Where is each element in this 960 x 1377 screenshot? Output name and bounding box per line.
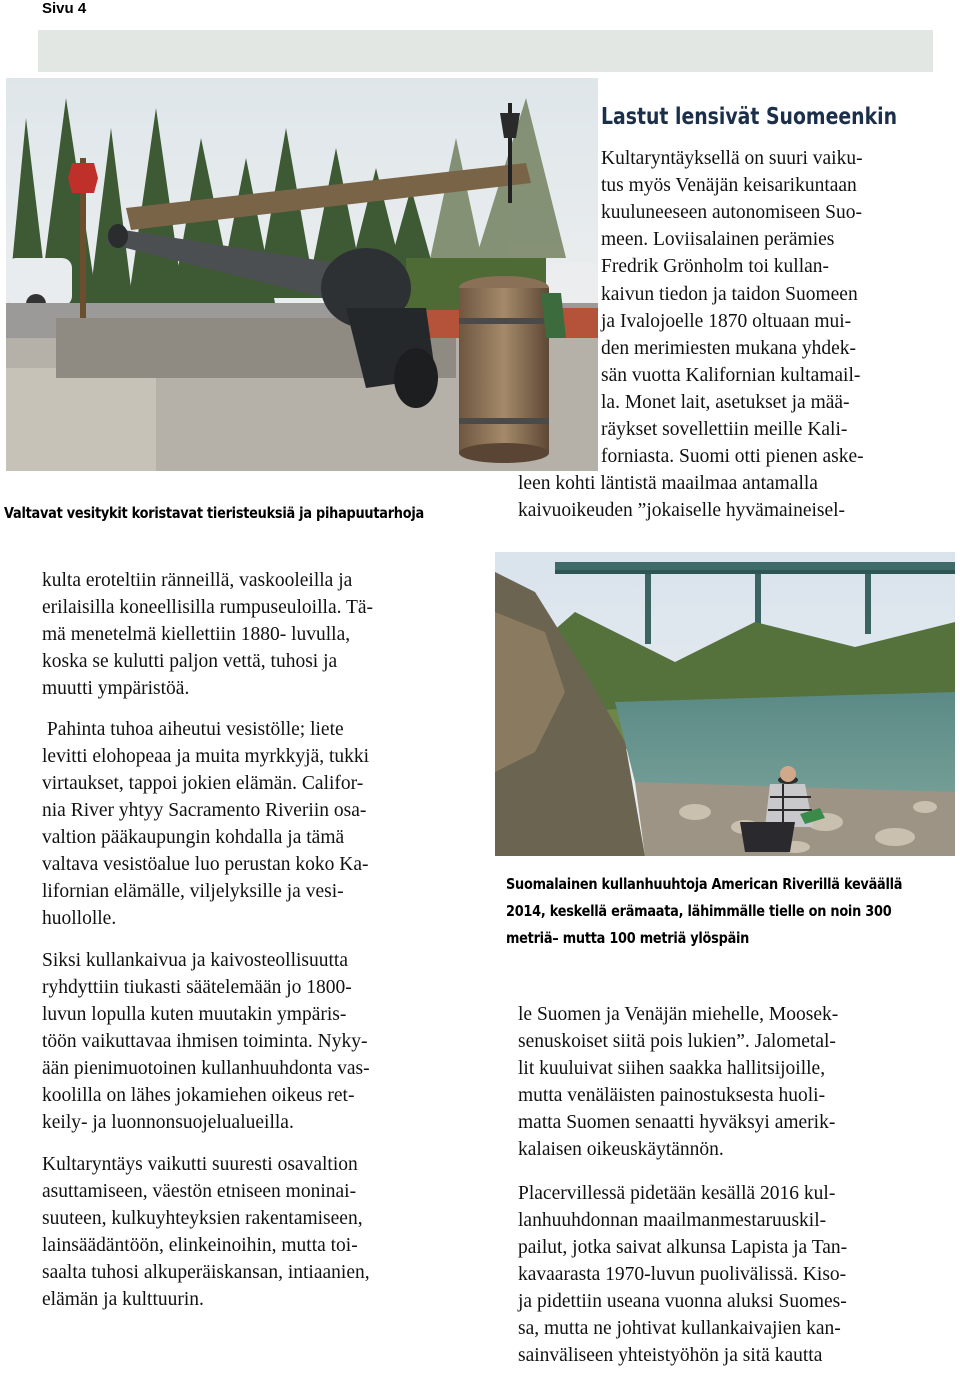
photo-caption-cannon: Valtavat vesitykit koristavat tieristeuksiä ja pihapuutarhoja: [4, 504, 424, 522]
text-line: keily- ja luonnonsuojelualueilla.: [42, 1112, 294, 1133]
article-heading: Lastut lensivät Suomeenkin: [601, 104, 898, 130]
text-line: asuttamiseen, väestön etniseen moninai-: [42, 1181, 357, 1202]
text-line: räykset sovellettiin meille Kali-: [601, 419, 848, 440]
text-line: huollolle.: [42, 908, 117, 929]
text-line: kavaarasta 1970-luvun puolivälissä. Kiso-: [518, 1264, 847, 1285]
text-line: luvun lopulla kuten muutakin ympäris-: [42, 1004, 347, 1025]
text-line: le Suomen ja Venäjän miehelle, Moosek-: [518, 1004, 839, 1025]
text-line: mutta venäläisten painostuksesta huoli-: [518, 1085, 826, 1106]
photo-gold-panner-river: [495, 552, 955, 856]
header-bar: [38, 30, 933, 72]
text-line: ja Ivalojoelle 1870 oltuaan mui-: [601, 311, 852, 332]
text-line: ryhdyttiin tiukasti säätelemään jo 1800-: [42, 977, 352, 998]
text-line: sän vuotta Kalifornian kultamail-: [601, 365, 861, 386]
text-line: levitti elohopeaa ja muita myrkkyjä, tukki: [42, 746, 370, 767]
text-line: sainväliseen yhteistyöhön ja sitä kautta: [518, 1345, 823, 1366]
text-line: meen. Loviisalainen perämies: [601, 229, 835, 250]
text-line: ään pienimuotoinen kullanhuuhdonta vas-: [42, 1058, 370, 1079]
text-line: Kultaryntäys vaikutti suuresti osavaltion: [42, 1154, 358, 1175]
page-number: Sivu 4: [42, 0, 87, 17]
text-line: Kultaryntäyksellä on suuri vaiku-: [601, 148, 863, 169]
text-line: kaivun tiedon ja taidon Suomeen: [601, 284, 858, 305]
text-line: lit kuuluivat siihen saakka hallitsijoille,: [518, 1058, 826, 1079]
text-line: kaivuoikeuden ”jokaiselle hyvämaineisel-: [518, 500, 846, 521]
text-line: sa, mutta ne johtivat kullankaivajien kan-: [518, 1318, 841, 1339]
photo-caption-river: [506, 871, 902, 952]
caption-line: Suomalainen kullanhuuhtoja American Riverillä keväällä: [506, 875, 903, 893]
text-line: saalta tuhosi alkuperäiskansan, intiaanien,: [42, 1262, 370, 1283]
text-line: koolilla on lähes jokamiehen oikeus ret-: [42, 1085, 355, 1106]
text-line: lainsäädäntöön, elinkeinoihin, mutta toi-: [42, 1235, 358, 1256]
text-line: ja pidettiin useana vuonna aluksi Suomes-: [518, 1291, 847, 1312]
text-line: Placervillessä pidetään kesällä 2016 kul-: [518, 1183, 836, 1204]
text-line: elämän ja kulttuurin.: [42, 1289, 204, 1310]
text-line: la. Monet lait, asetukset ja mää-: [601, 392, 850, 413]
text-line: valtion pääkaupungin kohdalla ja tämä: [42, 827, 345, 848]
text-line: kuuluneeseen autonomiseen Suo-: [601, 202, 863, 223]
text-line: virtaukset, tappoi jokien elämän. Califor-: [42, 773, 364, 794]
text-line: senuskoiset siitä pois lukien”. Jalometal-: [518, 1031, 836, 1052]
text-line: valtava vesistöalue luo perustan koko Ka-: [42, 854, 369, 875]
text-line: den merimiesten mukana yhdek-: [601, 338, 857, 359]
text-line: forniasta. Suomi otti pienen aske-: [601, 446, 864, 467]
photo-water-cannon: [6, 78, 598, 471]
text-line: tus myös Venäjän keisarikuntaan: [601, 175, 857, 196]
text-line: nia River yhtyy Sacramento Riveriin osa-: [42, 800, 367, 821]
text-line: kulta eroteltiin ränneillä, vaskooleilla ja: [42, 570, 353, 591]
text-line: lifornian elämälle, viljelyksille ja vesi-: [42, 881, 344, 902]
text-line: koska se kulutti paljon vettä, tuhosi ja: [42, 651, 338, 672]
text-line: Fredrik Grönholm toi kullan-: [601, 256, 830, 277]
text-line: Siksi kullankaivua ja kaivosteollisuutta: [42, 950, 349, 971]
text-line: Pahinta tuhoa aiheutui vesistölle; liete: [42, 719, 344, 740]
text-line: suuteen, kulkuyhteyksien rakentamiseen,: [42, 1208, 363, 1229]
text-line: pailut, jotka saivat alkunsa Lapista ja Tan-: [518, 1237, 848, 1258]
text-line: lanhuuhdonnan maailmanmestaruuskil-: [518, 1210, 827, 1231]
text-line: matta Suomen senaatti hyväksyi amerik-: [518, 1112, 836, 1133]
text-line: muutti ympäristöä.: [42, 678, 190, 699]
text-line: töön vaikuttavaa ihmisen toiminta. Nyky-: [42, 1031, 368, 1052]
text-line: kalaisen oikeuskäytännön.: [518, 1139, 724, 1160]
text-line: erilaisilla koneellisilla rumpuseuloilla. Tä-: [42, 597, 374, 618]
caption-line: metriä– mutta 100 metriä ylöspäin: [506, 929, 750, 947]
text-line: mä menetelmä kiellettiin 1880- luvulla,: [42, 624, 351, 645]
caption-line: 2014, keskellä erämaata, lähimmälle tielle on noin 300: [506, 902, 892, 920]
text-line: leen kohti läntistä maailmaa antamalla: [518, 473, 818, 494]
